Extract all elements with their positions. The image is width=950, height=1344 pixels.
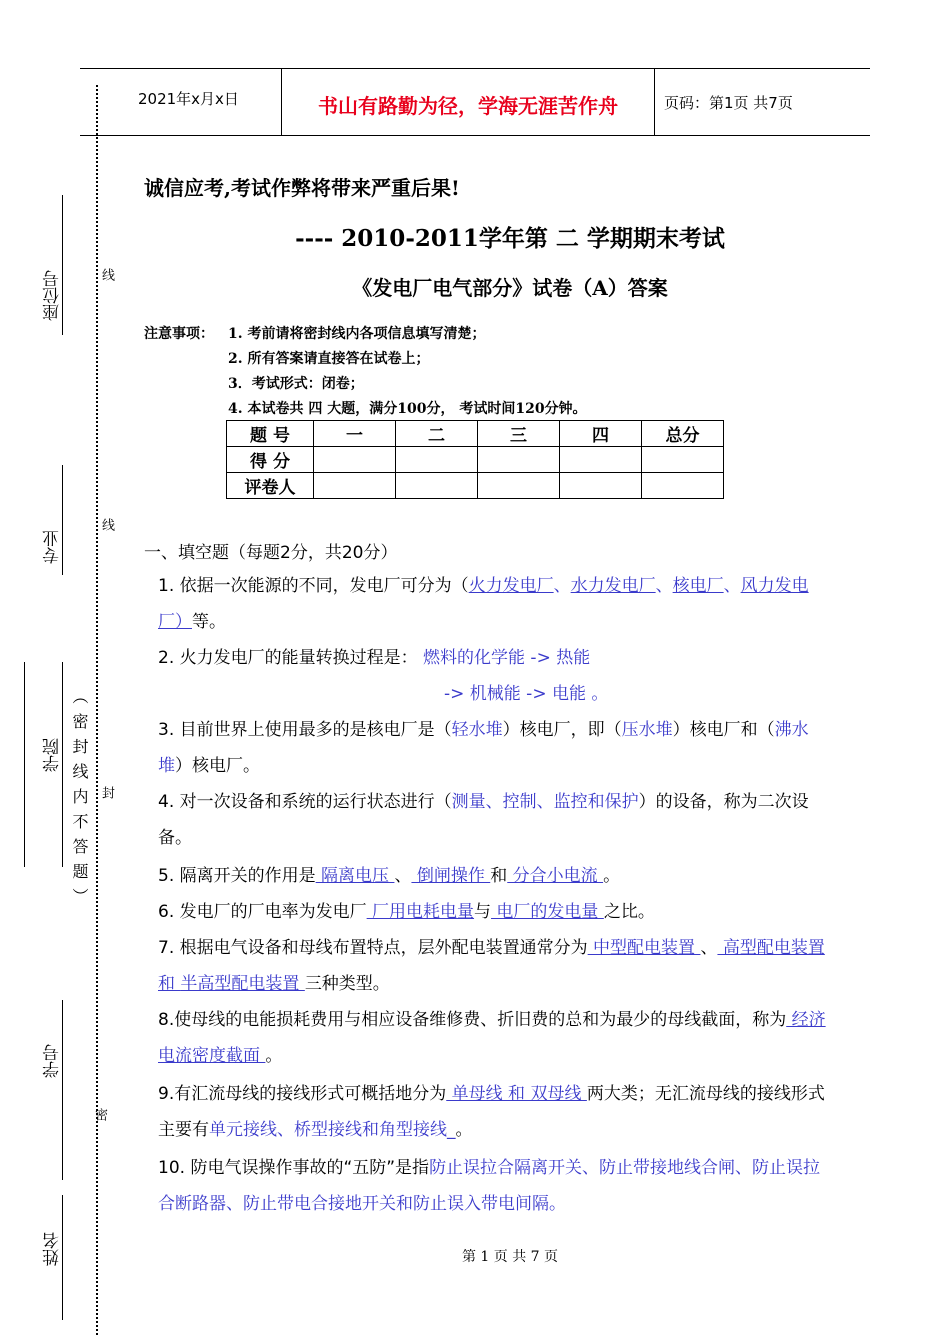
answer: 单元接线、桥型接线和角型接线_ <box>209 1120 456 1140</box>
margin-mark-line-2: 线 <box>99 518 114 531</box>
margin-mark-secret: 密 <box>92 1108 107 1121</box>
question-1: 1. 依据一次能源的不同，发电厂可分为（火力发电厂、水力发电厂、核电厂、风力发电厂）等。 <box>158 576 809 632</box>
question-9: 9.有汇流母线的接线形式可概括地分为 单母线 和 双母线 两大类；无汇流母线的接线形式主要有单元接线、桥型接线和角型接线_。 <box>158 1084 825 1140</box>
grader-cell[interactable] <box>478 473 560 499</box>
score-header-cell: 题 号 <box>227 421 314 447</box>
note-item: 1. 考前请将密封线内各项信息填写清楚； <box>228 326 486 342</box>
answer: 压水堆 <box>621 720 673 740</box>
major-label: 专业 <box>43 530 63 564</box>
answer: 分合小电流 <box>507 866 604 886</box>
question-5: 5. 隔离开关的作用是 隔离电压 、 倒闸操作 和 分合小电流 。 <box>158 866 621 886</box>
score-table-header-row <box>227 421 724 447</box>
score-cell[interactable] <box>478 447 560 473</box>
answer: 单母线 和 双母线 <box>446 1084 587 1104</box>
grader-row-label: 评卷人 <box>227 473 314 499</box>
student-id-label: 学号 <box>43 1044 63 1078</box>
score-header-cell: 一 <box>314 421 396 447</box>
section-title: 一、填空题（每题2分，共20分） <box>144 543 398 563</box>
answer: 隔离电压 <box>315 866 395 886</box>
header-page-info: 页码：第1页 共7页 <box>664 94 793 112</box>
note-item: 2. 所有答案请直接答在试卷上； <box>228 351 430 367</box>
note-item: 4. 本试卷共 四 大题，满分100分， 考试时间120分钟。 <box>228 401 587 417</box>
question-10: 10. 防电气误操作事故的“五防”是指防止误拉合隔离开关、防止带接地线合闸、防止误拉合断路器、防止带电合接地开关和防止误入带电间隔。 <box>158 1158 821 1214</box>
answer: 测量、控制、监控和保护 <box>451 792 639 812</box>
student-id-blank-line <box>62 1000 63 1180</box>
question-6: 6. 发电厂的厂电率为发电厂 厂用电耗电量与 电厂的发电量 之比。 <box>158 902 655 922</box>
answer: 厂用电耗电量 <box>366 902 475 922</box>
answer: 水力发电厂 <box>570 576 656 596</box>
score-header-cell: 二 <box>396 421 478 447</box>
answer: 风力发电厂） <box>158 576 809 632</box>
question-2: 2. 火力发电厂的能量转换过程是： 燃料的化学能 -> 热能 <box>158 648 591 668</box>
exam-notes <box>144 322 587 422</box>
question-7: 7. 根据电气设备和母线布置特点，层外配电装置通常分为 中型配电装置 、 高型配电装置 和 半高型配电装置 三种类型。 <box>158 938 825 994</box>
exam-subtitle: 《发电厂电气部分》试卷（A）答案 <box>352 276 668 300</box>
margin-mark-seal: 封 <box>99 786 114 799</box>
score-cell[interactable] <box>314 447 396 473</box>
answer: 轻水堆 <box>451 720 503 740</box>
header-date: 2021年x月x日 <box>138 90 239 108</box>
note-item: 3．考试形式：闭卷； <box>228 376 364 392</box>
answer: 防止误拉合隔离开关、防止带接地线合闸、防止误拉合断路器、防止带电合接地开关和防止误入带电间隔。 <box>158 1158 821 1214</box>
score-table <box>226 420 724 499</box>
question-2-cont <box>158 676 830 712</box>
answer: 核电厂 <box>672 576 724 596</box>
grader-cell[interactable] <box>314 473 396 499</box>
question-3: 3. 目前世界上使用最多的是核电厂是（轻水堆）核电厂，即（压水堆）核电厂和（沸水堆）核电厂。 <box>158 720 809 776</box>
answer: 高型配电装置 <box>717 938 825 958</box>
answer: 中型配电装置 <box>587 938 701 958</box>
header-bottom-border <box>80 135 870 136</box>
header-divider-right <box>654 68 655 135</box>
score-header-cell: 四 <box>560 421 642 447</box>
answer: 半高型配电装置 <box>180 974 305 994</box>
question-4: 4. 对一次设备和系统的运行状态进行（测量、控制、监控和保护）的设备，称为二次设备。 <box>158 792 809 848</box>
margin-mark-line-1: 线 <box>99 268 114 281</box>
college-label: 学院 <box>43 738 63 772</box>
score-row-label: 得 分 <box>227 447 314 473</box>
grader-row <box>227 473 724 499</box>
answer: 倒闸操作 <box>411 866 491 886</box>
answer: -> 机械能 -> 电能 。 <box>444 684 609 704</box>
college-line-left <box>24 662 25 867</box>
score-header-cell: 三 <box>478 421 560 447</box>
page-footer: 第 1 页 共 7 页 <box>461 1249 559 1265</box>
integrity-warning: 诚信应考,考试作弊将带来严重后果! <box>144 176 460 200</box>
score-cell[interactable] <box>642 447 724 473</box>
answer: 电厂的发电量 <box>491 902 604 922</box>
notes-label: 注意事项： <box>144 326 214 342</box>
answer: 经济电流密度截面 <box>158 1010 826 1066</box>
seat-label: 座位号 <box>43 270 63 321</box>
seal-note: （密封线内不答题） <box>70 688 89 913</box>
score-cell[interactable] <box>396 447 478 473</box>
answer: 燃料的化学能 -> 热能 <box>423 648 591 668</box>
grader-cell[interactable] <box>396 473 478 499</box>
question-8: 8.使母线的电能损耗费用与相应设备维修费、折旧费的总和为最少的母线截面，称为 经济电流密度截面 。 <box>158 1010 826 1066</box>
grader-cell[interactable] <box>560 473 642 499</box>
score-row <box>227 447 724 473</box>
grader-cell[interactable] <box>642 473 724 499</box>
header-motto: 书山有路勤为径，学海无涯苦作舟 <box>318 94 618 118</box>
name-label: 姓名 <box>43 1232 63 1266</box>
score-cell[interactable] <box>560 447 642 473</box>
answer: 沸水堆 <box>158 720 809 776</box>
score-header-cell: 总分 <box>642 421 724 447</box>
header-top-border <box>80 68 870 69</box>
answer: 火力发电厂 <box>468 576 554 596</box>
exam-title: ---- 2010-2011学年第 二 学期期末考试 <box>295 225 725 252</box>
